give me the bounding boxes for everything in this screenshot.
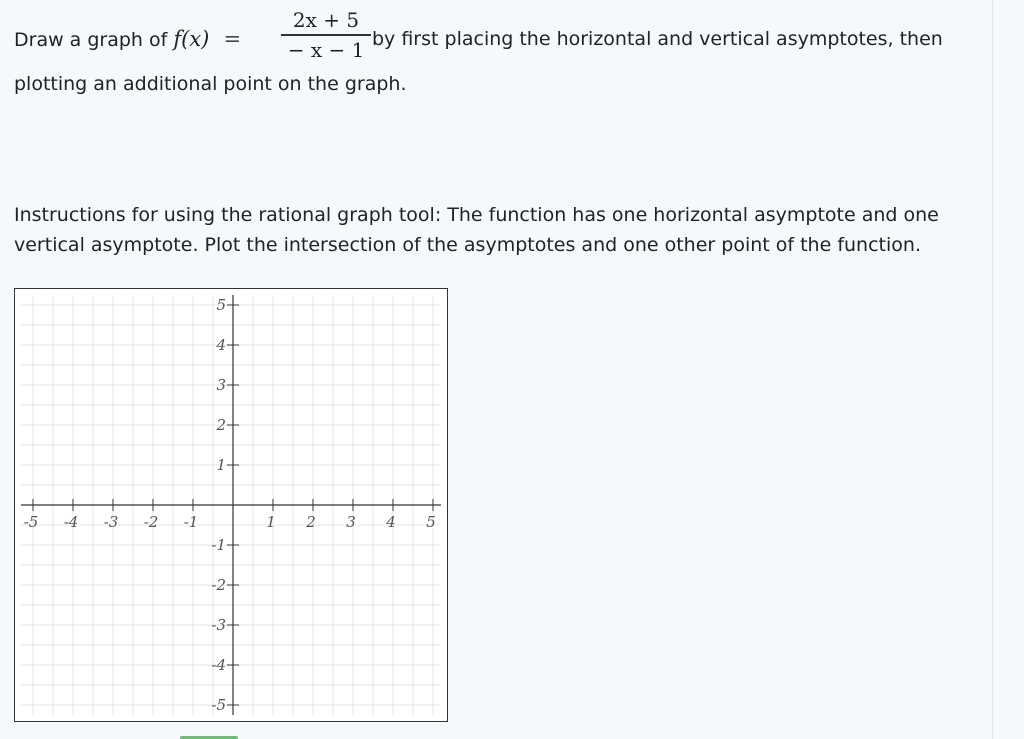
function-fraction xyxy=(279,6,373,64)
y-tick-label: 2 xyxy=(216,416,226,434)
question-text xyxy=(14,6,984,95)
y-tick-label: -3 xyxy=(211,616,226,634)
function-name: f(x) xyxy=(173,27,210,51)
y-tick-label: -4 xyxy=(211,656,226,674)
x-tick-label: -3 xyxy=(103,513,119,531)
y-tick-label: 5 xyxy=(216,296,226,314)
y-tick-label: -2 xyxy=(211,576,226,594)
x-tick-label: -2 xyxy=(143,513,159,531)
question-suffix: by first placing the horizontal and vertical asymptotes, then xyxy=(372,28,943,50)
y-tick-label: 4 xyxy=(216,336,226,354)
equals-sign: = xyxy=(223,27,242,51)
graph-tool-instructions: Instructions for using the rational graph tool: The function has one horizontal asymptote and one vertical asymptote. Plot the intersection of the asymptotes and one other point of the function. xyxy=(14,204,939,256)
y-tick-label: -1 xyxy=(211,536,226,554)
rational-graph-tool[interactable] xyxy=(14,288,448,722)
fraction-numerator: 2x + 5 xyxy=(292,8,360,32)
x-tick-label: 4 xyxy=(386,513,396,531)
x-tick-label: 5 xyxy=(426,513,436,531)
question-line-2: plotting an additional point on the graph. xyxy=(14,73,407,95)
x-tick-label: -4 xyxy=(63,513,79,531)
question-prefix: Draw a graph of xyxy=(14,29,168,51)
x-tick-label: 3 xyxy=(346,513,356,531)
x-tick-label: -5 xyxy=(23,513,39,531)
y-tick-label: -5 xyxy=(211,696,226,714)
y-tick-label: 1 xyxy=(216,456,226,474)
fraction-denominator: − x − 1 xyxy=(287,37,365,62)
x-tick-label: -1 xyxy=(183,513,199,531)
x-tick-label: 1 xyxy=(266,513,276,531)
x-tick-label: 2 xyxy=(306,513,316,531)
panel-divider xyxy=(992,0,993,739)
y-tick-label: 3 xyxy=(216,376,226,394)
graph-canvas[interactable] xyxy=(15,289,447,721)
